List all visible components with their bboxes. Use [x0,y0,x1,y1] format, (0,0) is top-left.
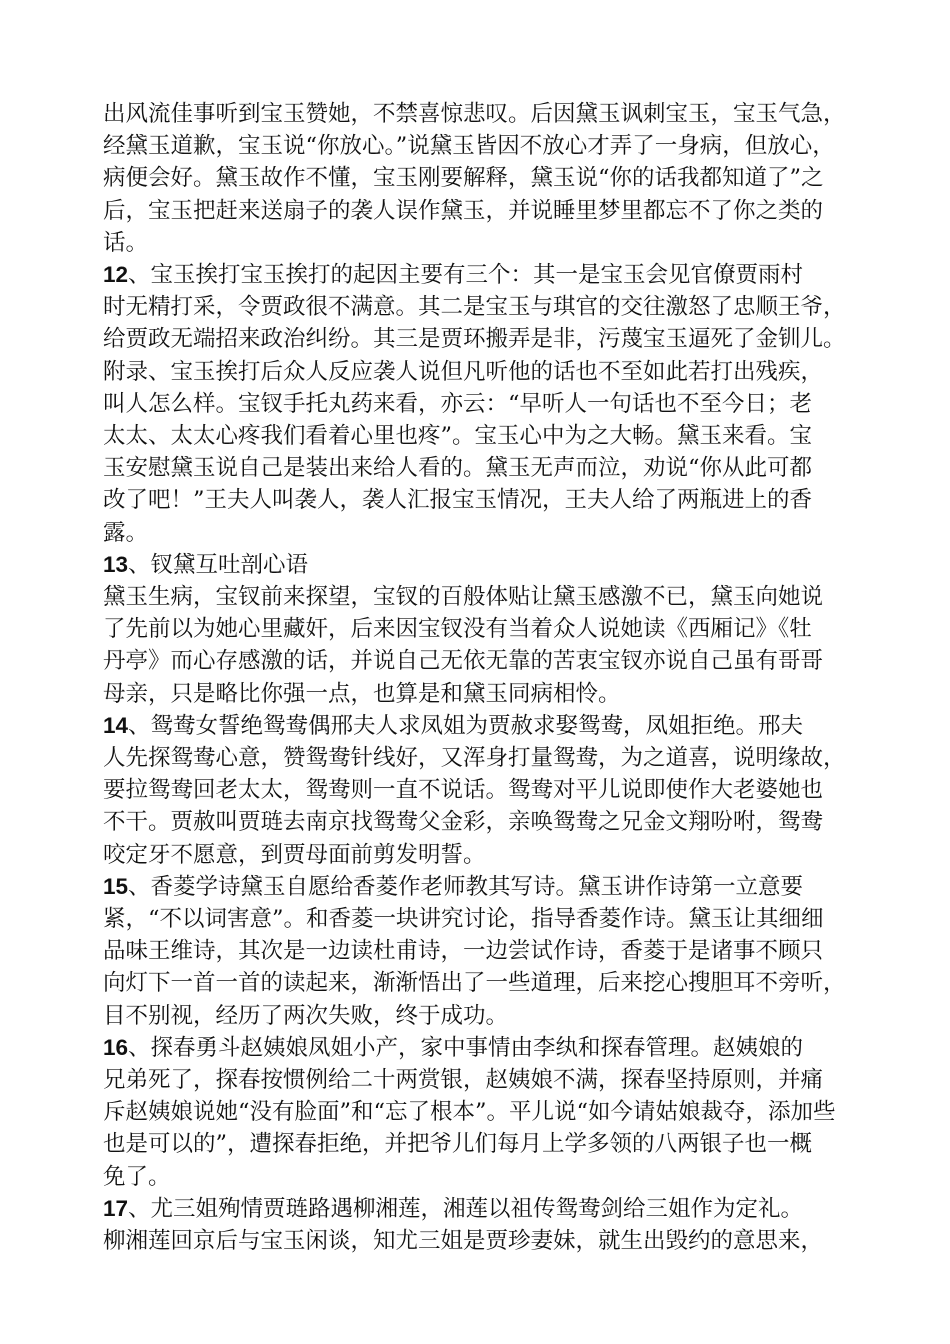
section-number: 12 [103,262,129,287]
section-number: 14 [103,712,129,738]
text-line [103,1160,873,1194]
text-line [103,934,873,968]
text-line [103,451,873,485]
text-line [103,966,873,1000]
text-line [103,194,873,228]
section-number: 16 [103,1034,129,1060]
text-line [103,805,873,839]
section-heading-line [103,1031,873,1065]
line-text: 、鸳鸯女誓绝鸳鸯偶邢夫人求凤姐为贾赦求娶鸳鸯，凤姐拒绝。邢夫 [128,712,804,739]
line-text: 玉安慰黛玉说自己是装出来给人看的。黛玉无声而泣，劝说“你从此可都 [103,455,813,482]
line-text: 母亲，只是略比你强一点，也算是和黛玉同病相怜。 [103,680,621,707]
text-line [103,1095,873,1129]
line-text: 改了吧！”王夫人叫袭人，袭人汇报宝玉情况，王夫人给了两瓶进上的香 [103,487,813,514]
line-text: 也是可以的”，遭探春拒绝，并把爷儿们每月上学多领的八两银子也一概 [103,1131,813,1158]
section-heading-line [103,1192,873,1226]
section-heading-line [103,258,873,292]
line-text: 斥赵姨娘说她“没有脸面”和“忘了根本”。平儿说“如今请姑娘裁夺，添加些 [103,1099,836,1126]
text-line [103,741,873,775]
line-text: 给贾政无端招来政治纠纷。其三是贾环搬弄是非，污蔑宝玉逼死了金钏儿。 [103,326,846,353]
line-text: 时无精打采，令贾政很不满意。其二是宝玉与琪官的交往激怒了忠顺王爷， [103,294,846,321]
line-text: 柳湘莲回京后与宝玉闲谈，知尤三姐是贾珍妻妹，就生出毁约的意思来， [103,1228,824,1254]
line-text: 咬定牙不愿意，到贾母面前剪发明誓。 [103,841,486,868]
text-line [103,644,873,678]
section-heading-line [103,709,873,743]
text-line [103,1127,873,1161]
line-text: 病便会好。黛玉故作不懂，宝玉刚要解释，黛玉说“你的话我都知道了”之 [103,165,824,192]
line-text: 叫人怎么样。宝钗手托丸药来看，亦云：“早听人一句话也不至今日；老 [103,390,813,417]
text-line [103,773,873,807]
line-text: 露。 [103,519,149,546]
text-line [103,838,873,872]
text-line [103,290,873,324]
line-text: 、香菱学诗黛玉自愿给香菱作老师教其写诗。黛玉讲作诗第一立意要 [128,873,804,900]
text-line [103,355,873,389]
line-text: 黛玉生病，宝钗前来探望，宝钗的百般体贴让黛玉感激不已，黛玉向她说 [103,584,824,610]
section-heading-line [103,548,873,582]
text-line [103,322,873,356]
text-line [103,902,873,936]
line-text: 后，宝玉把赶来送扇子的袭人误作黛玉，并说睡里梦里都忘不了你之类的 [103,197,824,224]
text-line [103,1224,873,1258]
text-line [103,612,873,646]
line-text: 向灯下一首一首的读起来，渐渐悟出了一些道理，后来挖心搜胆耳不旁听， [103,970,846,997]
text-line [103,483,873,517]
line-text: 品味王维诗，其次是一边读杜甫诗，一边尝试作诗，香菱于是诸事不顾只 [103,938,824,965]
text-line [103,1063,873,1097]
section-number: 13 [103,551,129,577]
line-text: 不干。贾赦叫贾琏去南京找鸳鸯父金彩，亲唤鸳鸯之兄金文翔吩咐，鸳鸯 [103,809,824,836]
section-number: 17 [103,1195,129,1221]
text-line [103,999,873,1033]
line-text: 、宝玉挨打宝玉挨打的起因主要有三个：其一是宝玉会见官僚贾雨村 [128,262,804,288]
line-text: 出风流佳事听到宝玉赞她，不禁喜惊悲叹。后因黛玉讽刺宝玉，宝玉气急， [103,101,846,127]
line-text: 目不别视，经历了两次失败，终于成功。 [103,1002,509,1029]
text-line [103,226,873,260]
text-line [103,387,873,421]
text-line [103,516,873,550]
line-text: 紧，“不以词害意”。和香菱一块讲究讨论，指导香菱作诗。黛玉让其细细 [103,906,824,932]
line-text: 太太、太太心疼我们看着心里也疼”。宝玉心中为之大畅。黛玉来看。宝 [103,423,813,449]
line-text: 、探春勇斗赵姨娘凤姐小产，家中事情由李纨和探春管理。赵姨娘的 [128,1034,804,1061]
line-text: 免了。 [103,1163,171,1190]
line-text: 附录、宝玉挨打后众人反应袭人说但凡听他的话也不至如此若打出残疾， [103,358,824,385]
line-text: 话。 [103,229,149,256]
line-text: 、钗黛互吐剖心语 [128,551,309,578]
line-text: 兄弟死了，探春按惯例给二十两赏银，赵姨娘不满，探春坚持原则，并痛 [103,1067,824,1093]
text-line [103,419,873,453]
text-line [103,97,873,131]
text-line [103,129,873,163]
text-line [103,580,873,614]
line-text: 了先前以为她心里藏奸，后来因宝钗没有当着众人说她读《西厢记》《牡 [103,616,812,643]
line-text: 经黛玉道歉，宝玉说“你放心。”说黛玉皆因不放心才弄了一身病，但放心， [103,133,835,160]
line-text: 、尤三姐殉情贾琏路遇柳湘莲，湘莲以祖传鸳鸯剑给三姐作为定礼。 [128,1195,804,1222]
line-text: 要拉鸳鸯回老太太，鸳鸯则一直不说话。鸳鸯对平儿说即使作大老婆她也 [103,777,824,804]
line-text: 人先探鸳鸯心意，赞鸳鸯针线好，又浑身打量鸳鸯，为之道喜，说明缘故， [103,745,846,771]
text-line [103,161,873,195]
section-number: 15 [103,873,129,899]
section-heading-line [103,870,873,904]
text-line [103,677,873,711]
line-text: 丹亭》而心存感激的话，并说自己无依无靠的苦衷宝钗亦说自己虽有哥哥 [103,648,824,675]
